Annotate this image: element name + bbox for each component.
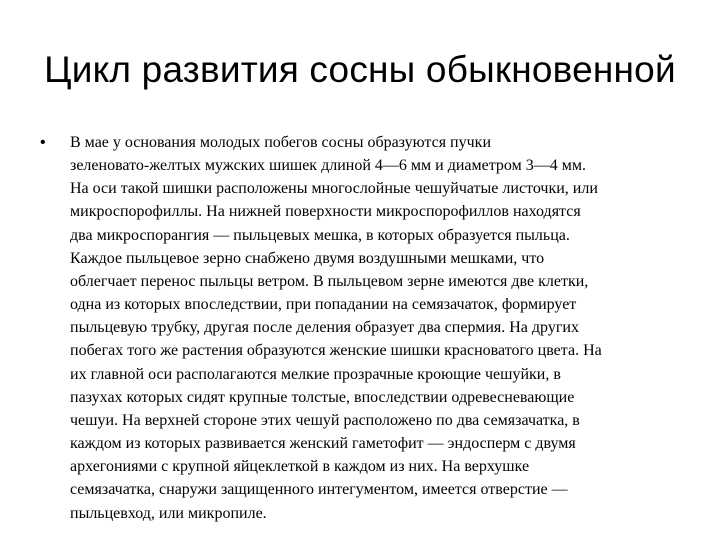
bullet-item (40, 131, 680, 525)
paragraph-line: Каждое пыльцевое зерно снабжено двумя воздушными мешками, что (70, 249, 545, 267)
paragraph-line: побегах того же растения образуются женские шишки красноватого цвета. На (70, 342, 602, 360)
paragraph-line: На оси такой шишки расположены многослойные чешуйчатые листочки, или (70, 180, 598, 198)
bullet-marker: • (40, 134, 46, 151)
paragraph-line: одна из которых впоследствии, при попадании на семязачаток, формирует (70, 296, 577, 314)
paragraph-line: микроспорофиллы. На нижней поверхности микроспорофиллов находятся (70, 203, 581, 221)
slide-title: Цикл развития сосны обыкновенной (44, 49, 676, 90)
paragraph-line: пазухах которых сидят крупные толстые, впоследствии одревесневающие (70, 388, 575, 406)
paragraph-line: пыльцевход, или микропиле. (70, 504, 267, 522)
paragraph-line: их главной оси располагаются мелкие прозрачные кроющие чешуйки, в (70, 365, 561, 383)
paragraph-line: пыльцевую трубку, другая после деления образует два спермия. На других (70, 319, 579, 337)
paragraph-line: чешуи. На верхней стороне этих чешуй расположено по два семязачатка, в (70, 411, 580, 429)
slide-content (40, 131, 680, 525)
paragraph-line: В мае у основания молодых побегов сосны образуются пучки (70, 134, 491, 151)
paragraph-line: облегчает перенос пыльцы ветром. В пыльцевом зерне имеются две клетки, (70, 272, 589, 290)
paragraph-line: два микроспорангия — пыльцевых мешка, в которых образуется пыльца. (70, 226, 570, 244)
bullet-paragraph (70, 131, 680, 525)
paragraph-line: архегониями с крупной яйцеклеткой в каждом из них. На верхушке (70, 458, 530, 476)
paragraph-line: семязачатка, снаружи защищенного интегументом, имеется отверстие — (70, 481, 568, 499)
paragraph-line: зеленовато-желтых мужских шишек длиной 4—6 мм и диаметром 3—4 мм. (70, 157, 586, 175)
paragraph-line: каждом из которых развивается женский гаметофит — эндосперм с двумя (70, 435, 576, 453)
